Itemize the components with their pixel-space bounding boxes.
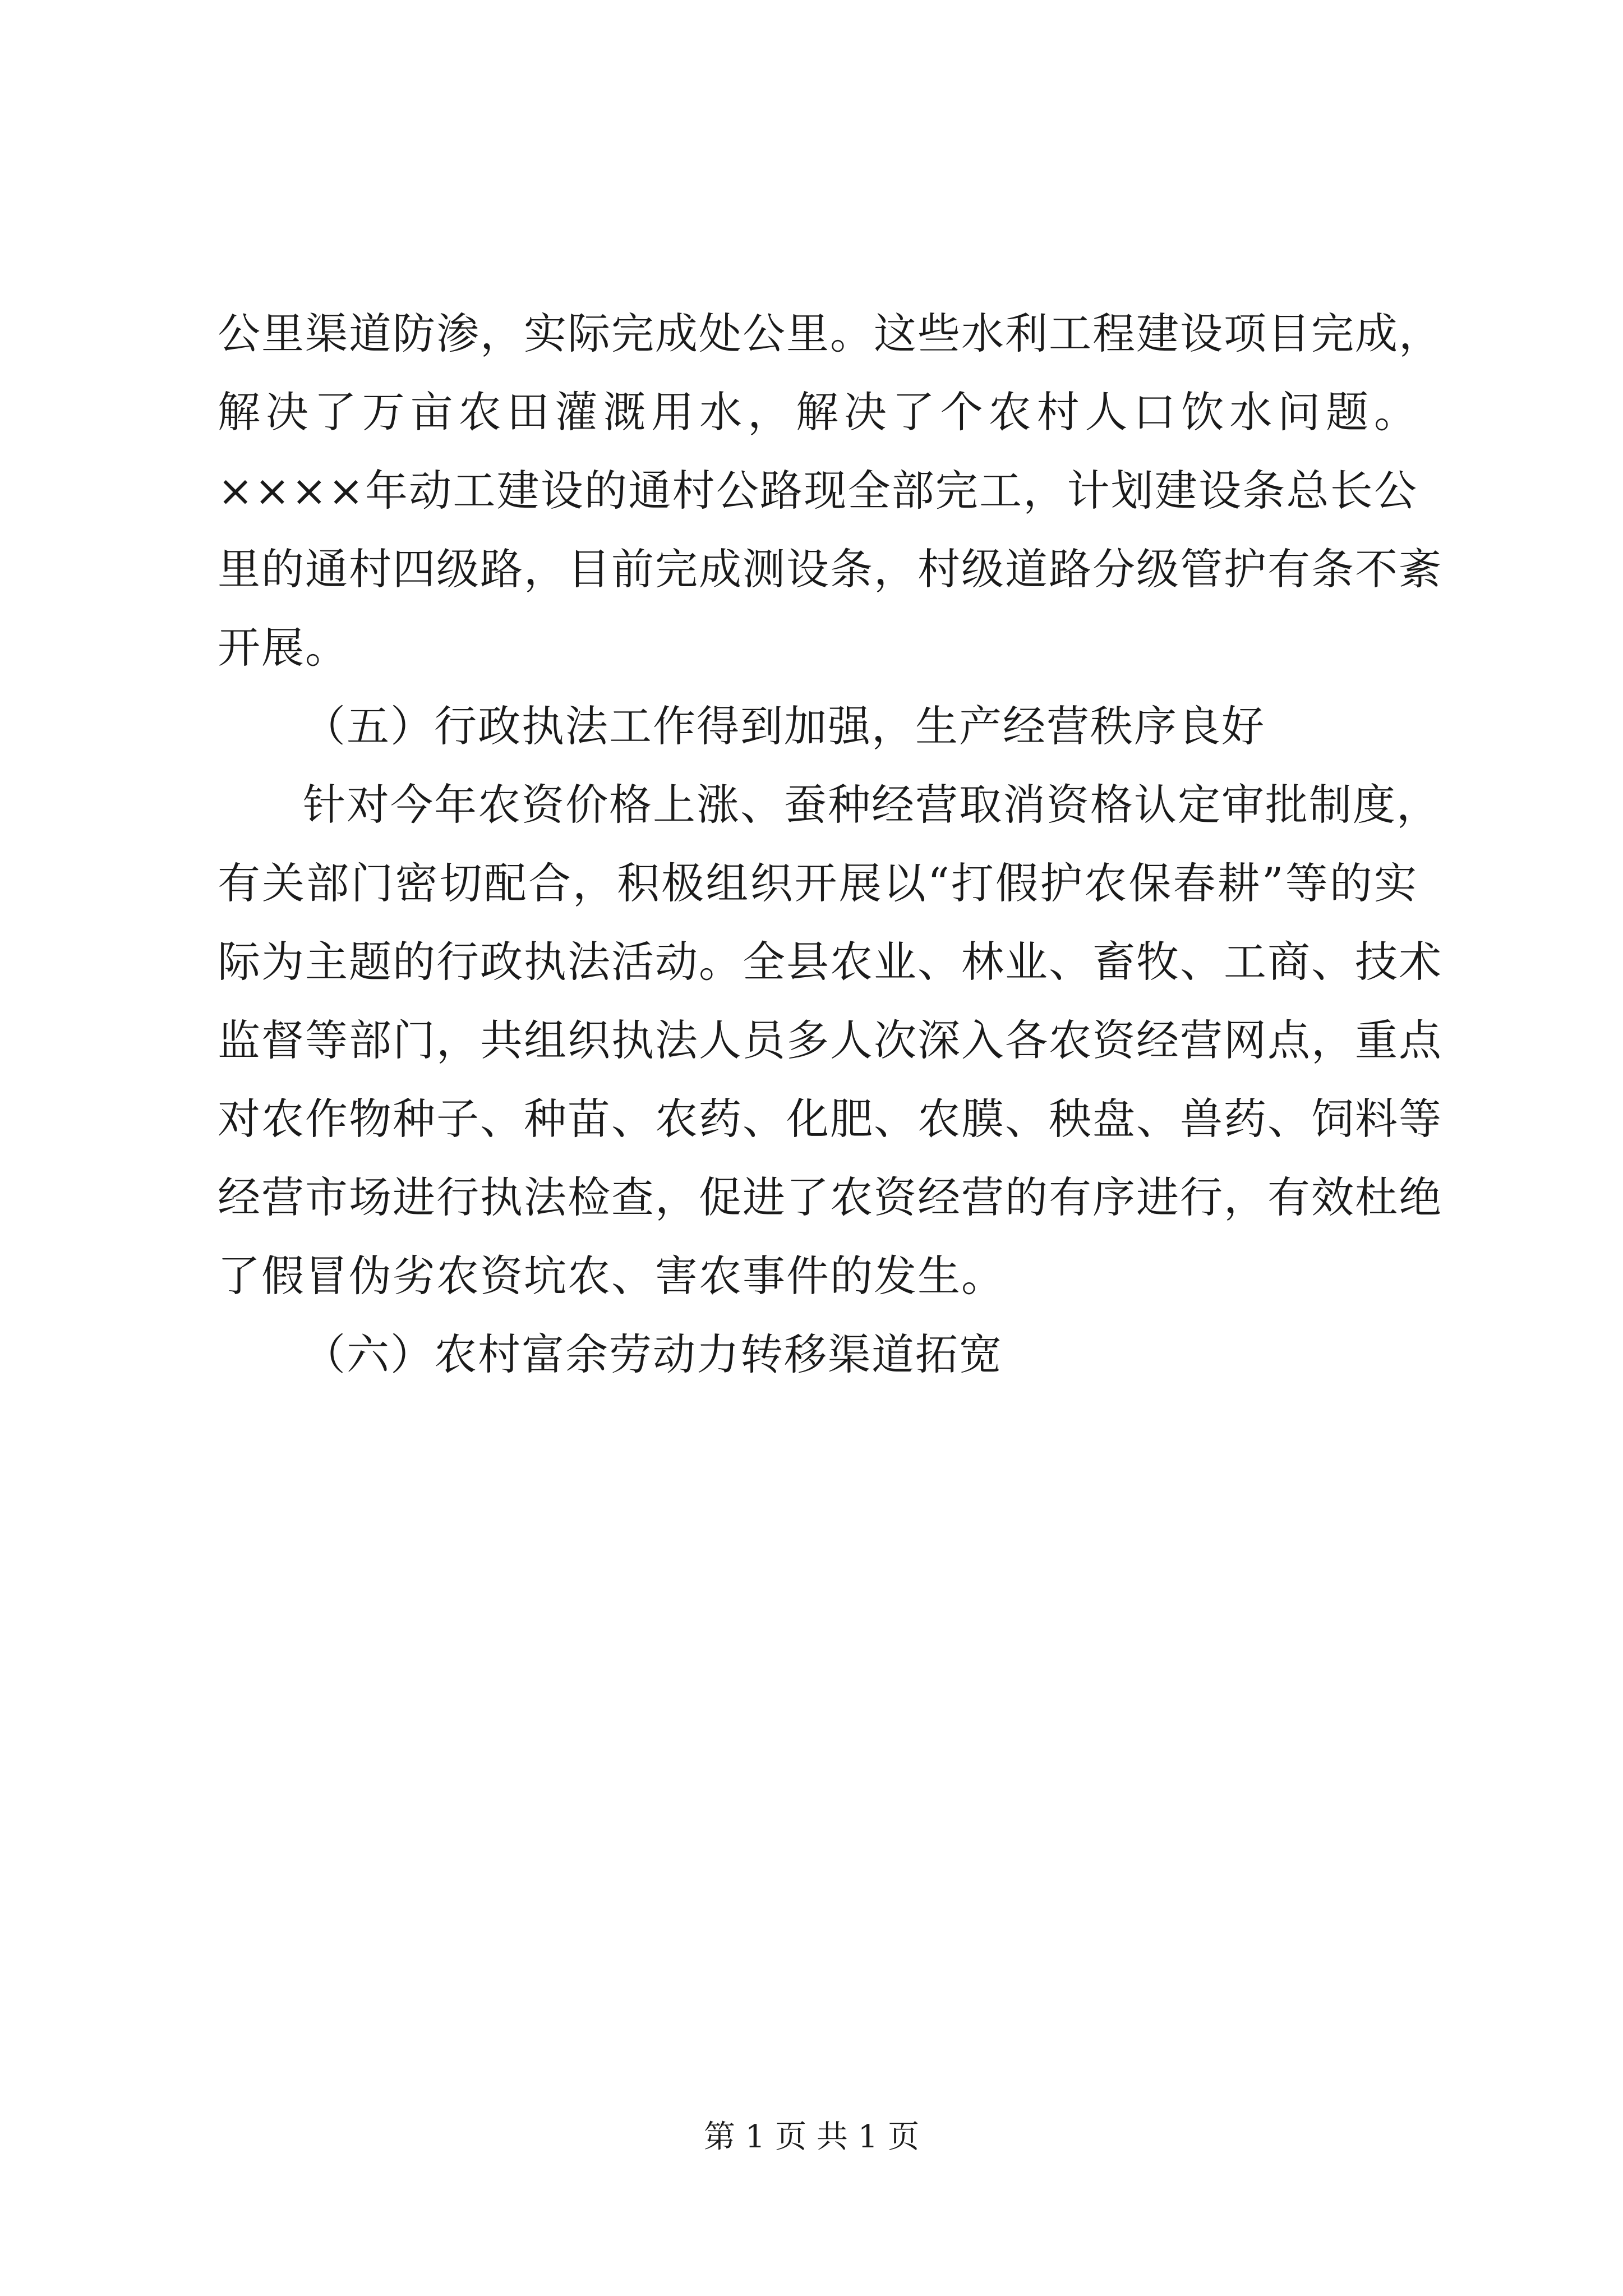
body-text-line: 对农作物种子、种苗、农药、化肥、农膜、秧盘、兽药、饲料等: [218, 1094, 1442, 1144]
body-text-line: 监督等部门，共组织执法人员多人次深入各农资经营网点，重点: [218, 1015, 1442, 1065]
body-text-line: 解决了万亩农田灌溉用水，解决了个农村人口饮水问题。: [218, 387, 1418, 437]
body-text-line: 开展。: [218, 623, 349, 673]
page-footer: 第 1 页 共 1 页: [703, 2119, 920, 2155]
body-text-line: ××××年动工建设的通村公路现全部完工，计划建设条总长公: [218, 466, 1418, 516]
body-text-line: 有关部门密切配合，积极组织开展以“打假护农保春耕”等的实: [218, 858, 1418, 908]
body-text-line: 际为主题的行政执法活动。全县农业、林业、畜牧、工商、技术: [218, 937, 1442, 987]
section-heading-5: （五）行政执法工作得到加强，生产经营秩序良好: [303, 701, 1265, 751]
body-text-line: 针对今年农资价格上涨、蚕种经营取消资格认定审批制度，: [303, 780, 1440, 830]
body-text-line: 里的通村四级路，目前完成测设条，村级道路分级管护有条不紊: [218, 544, 1442, 594]
body-text-line: 了假冒伪劣农资坑农、害农事件的发生。: [218, 1251, 1005, 1301]
section-heading-6: （六）农村富余劳动力转移渠道拓宽: [303, 1329, 1003, 1379]
body-text-line: 公里渠道防渗，实际完成处公里。这些水利工程建设项目完成，: [218, 309, 1442, 358]
body-text-line: 经营市场进行执法检查，促进了农资经营的有序进行，有效杜绝: [218, 1172, 1442, 1222]
